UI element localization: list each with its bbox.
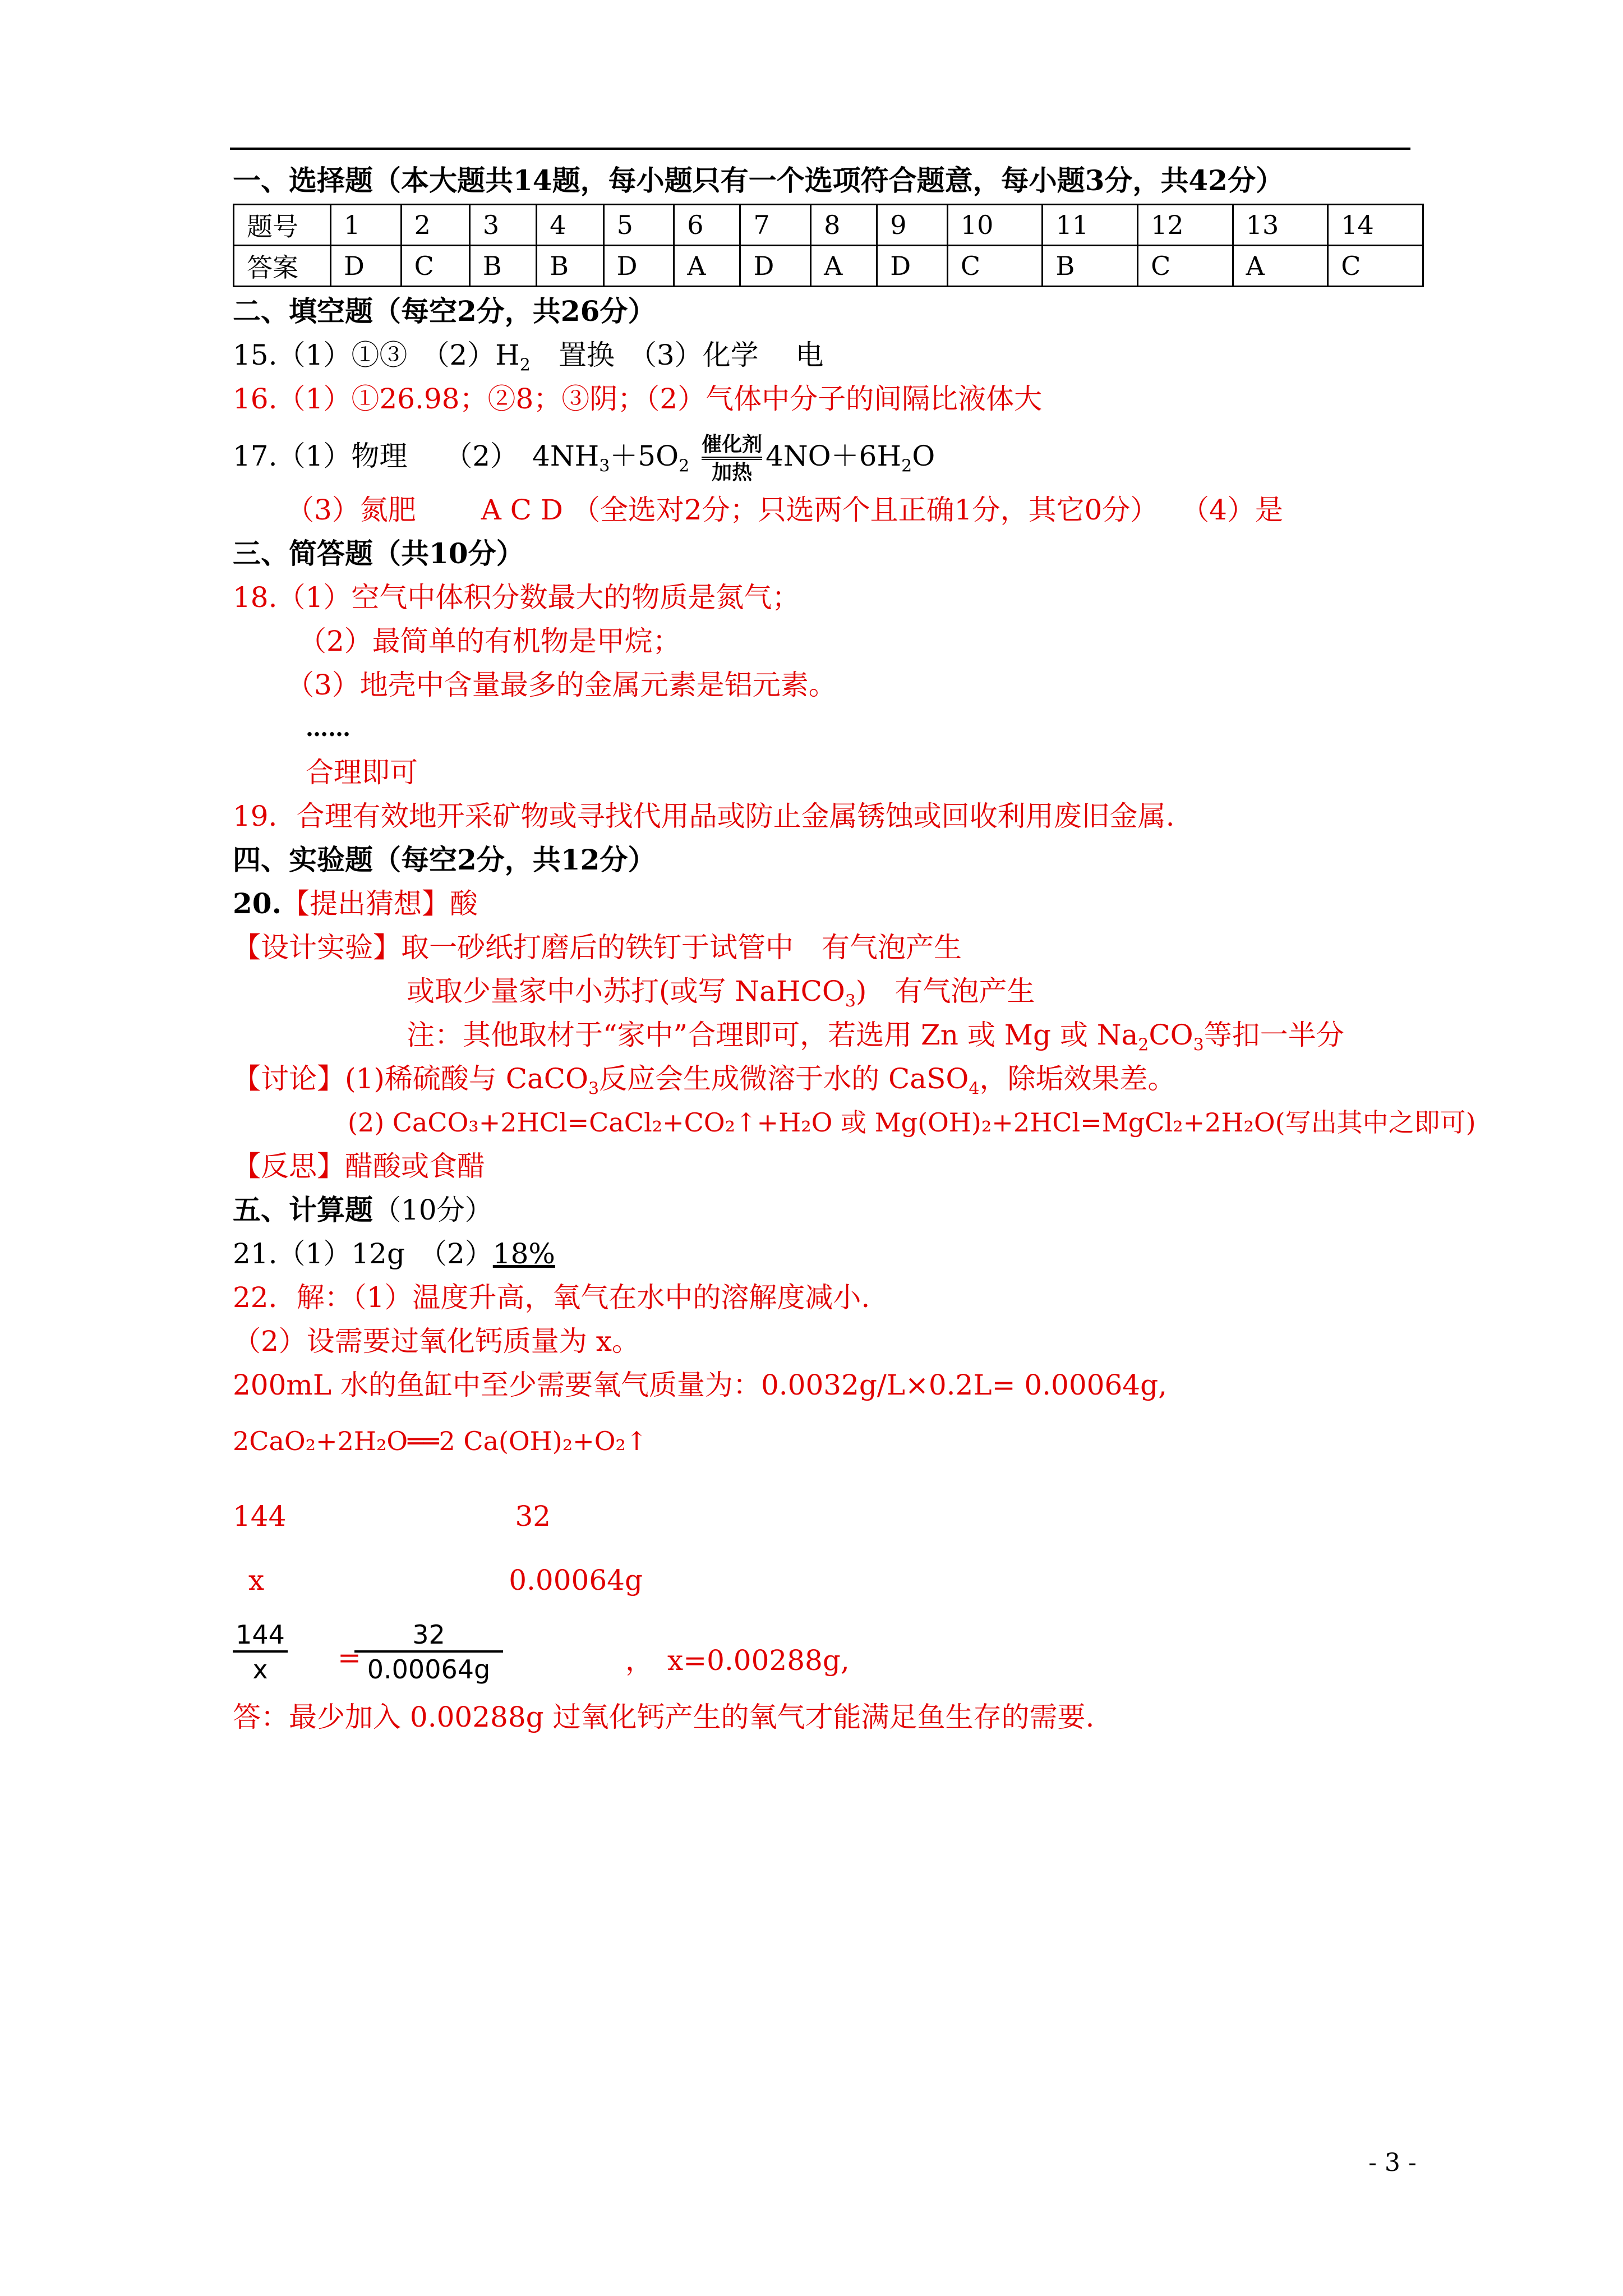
table-cell: A: [1233, 246, 1328, 287]
table-cell: 10: [947, 205, 1043, 246]
table-cell: 1: [331, 205, 402, 246]
q15-sub: 2: [519, 355, 531, 375]
table-cell: B: [469, 246, 536, 287]
discuss-text-b: 反应会生成微溶于水的 CaSO: [599, 1062, 969, 1095]
section1-title: 一、选择题（本大题共14题，每小题只有一个选项符合题意，每小题3分，共42分）: [233, 164, 1284, 197]
table-cell: B: [537, 246, 603, 287]
fraction-right-num: 32: [412, 1619, 445, 1650]
design-tag: 【设计实验】: [233, 931, 401, 964]
q19-answer: [233, 794, 1427, 838]
table-cell: B: [1043, 246, 1138, 287]
fraction-left-num: 144: [236, 1619, 285, 1650]
discuss-line1: [233, 1057, 1427, 1101]
table-cell: 3: [469, 205, 536, 246]
design-text1: 取一砂纸打磨后的铁钉于试管中 有气泡产生: [401, 931, 962, 964]
heating-label: 加热: [712, 461, 753, 484]
guess-tag: 【提出猜想】: [282, 887, 450, 920]
table-cell: C: [401, 246, 469, 287]
q21-text: 21.（1）12g （2）: [233, 1237, 493, 1270]
final-answer: 答：最少加入 0.00288g 过氧化钙产生的氧气才能满足鱼生存的需要.: [233, 1701, 1095, 1733]
fraction-right: [354, 1619, 503, 1686]
row-answer-label: 答案: [234, 246, 331, 287]
proportion-equation: [233, 1613, 1427, 1692]
table-cell: C: [1138, 246, 1233, 287]
q22-masses: [233, 1494, 1427, 1538]
table-cell: 7: [740, 205, 811, 246]
table-row-numbers: [234, 205, 1423, 246]
section2-title: 二、填空题（每空2分，共26分）: [233, 295, 656, 328]
q17-answer: [233, 425, 1427, 487]
q21-underlined: 18%: [492, 1237, 555, 1270]
answer-sheet: [233, 159, 1476, 1739]
q18-line2: （2）最简单的有机物是甲烷；: [298, 625, 681, 657]
reflect-text: 醋酸或食醋: [345, 1150, 485, 1182]
mass-o2: 32: [515, 1500, 551, 1533]
section3-title: 三、简答题（共10分）: [233, 537, 524, 570]
design-line2: [233, 969, 1427, 1013]
q22-equation: 2CaO₂+2H₂O══2 Ca(OH)₂+O₂↑: [233, 1426, 648, 1456]
fraction-left-den: x: [252, 1654, 268, 1685]
design-note-sub2: 3: [1193, 1035, 1204, 1055]
design-line1: [233, 926, 1427, 969]
discuss-text-c: ，除垢效果差。: [979, 1062, 1176, 1095]
value-x: x: [248, 1564, 265, 1596]
design-text2a: 或取少量家中小苏打(或写 NaHCO: [407, 975, 845, 1007]
q22-line1: 22．解：（1）温度升高，氧气在水中的溶解度减小.: [233, 1281, 870, 1314]
design-note-sub1: 2: [1138, 1035, 1149, 1055]
table-row-answers: [234, 246, 1423, 287]
section5-title-points: （10分）: [373, 1194, 493, 1226]
top-rule: [230, 148, 1410, 150]
table-cell: C: [947, 246, 1043, 287]
q18-line5: 合理即可: [306, 756, 418, 789]
q21-answer: [233, 1232, 1427, 1276]
q15-answer: [233, 333, 1427, 377]
fraction-left: [233, 1619, 288, 1686]
table-cell: 5: [603, 205, 674, 246]
page-number: - 3 -: [1368, 2148, 1417, 2177]
q17-sub2: 2: [679, 456, 690, 476]
mass-caO2: 144: [233, 1500, 287, 1533]
q15-text-b: 置换 （3）化学 电: [530, 339, 824, 371]
discuss-line2: (2) CaCO₃+2HCl=CaCl₂+CO₂↑+H₂O 或 Mg(OH)₂+2HCl=MgCl₂+2H₂O(写出其中之即可): [348, 1107, 1476, 1138]
discuss-sub1: 3: [588, 1079, 600, 1099]
table-cell: 4: [537, 205, 603, 246]
table-cell: 8: [811, 205, 877, 246]
reflect-tag: 【反思】: [233, 1150, 345, 1182]
q17-sub3: 2: [901, 456, 912, 476]
q20-number: 20.: [233, 887, 282, 920]
q17-tail-b: O: [912, 440, 935, 472]
reflect-line: [233, 1144, 1427, 1188]
q15-text-a: 15.（1）①③ （2）H: [233, 339, 520, 371]
design-note-b: CO: [1149, 1019, 1193, 1051]
q17-mid: ＋5O: [610, 440, 679, 472]
design-note-a: 注：其他取材于“家中”合理即可，若选用 Zn 或 Mg 或 Na: [407, 1019, 1138, 1051]
q17-tail-a: 4NO＋6H: [766, 440, 902, 472]
q22-line3: 200mL 水的鱼缸中至少需要氧气质量为：0.0032g/L×0.2L= 0.00064g,: [233, 1369, 1168, 1401]
q19-text: 19．合理有效地开采矿物或寻找代用品或防止金属锈蚀或回收利用废旧金属.: [233, 800, 1175, 832]
section4-title: 四、实验题（每空2分，共12分）: [233, 843, 656, 876]
row-header-label: 题号: [234, 205, 331, 246]
design-sub: 3: [845, 991, 856, 1011]
q17-sub1: 3: [599, 456, 610, 476]
table-cell: 11: [1043, 205, 1138, 246]
design-note: [233, 1013, 1427, 1057]
value-o2: 0.00064g: [509, 1564, 643, 1596]
table-cell: D: [740, 246, 811, 287]
table-cell: 6: [674, 205, 740, 246]
q17-line2: （3）氮肥 A C D （全选对2分；只选两个且正确1分，其它0分） （4）是: [286, 494, 1283, 526]
table-cell: A: [674, 246, 740, 287]
q18-line1: 18.（1）空气中体积分数最大的物质是氮气；: [233, 581, 800, 614]
q22-values: [233, 1558, 1427, 1602]
design-note-c: 等扣一半分: [1204, 1019, 1344, 1051]
table-cell: D: [331, 246, 402, 287]
solution-result: ， x=0.00288g,: [625, 1644, 850, 1677]
discuss-tag: 【讨论】: [233, 1062, 345, 1095]
reaction-condition: [702, 432, 762, 485]
q16-answer: 16.（1）①26.98；②8；③阴；（2）气体中分子的间隔比液体大: [233, 383, 1043, 415]
table-cell: 9: [877, 205, 948, 246]
answer-table: [233, 204, 1424, 287]
table-cell: C: [1328, 246, 1423, 287]
q18-line4: ……: [306, 715, 351, 742]
equals-sign: =: [338, 1641, 361, 1674]
q18-line3: （3）地壳中含量最多的金属元素是铝元素。: [286, 669, 837, 701]
q20-guess: [233, 882, 1427, 926]
table-cell: D: [877, 246, 948, 287]
table-cell: 13: [1233, 205, 1328, 246]
discuss-sub2: 4: [969, 1079, 980, 1099]
fraction-right-den: 0.00064g: [367, 1654, 491, 1685]
q17-lead: 17.（1）物理 （2） 4NH: [233, 440, 600, 472]
table-cell: 14: [1328, 205, 1423, 246]
table-cell: 12: [1138, 205, 1233, 246]
design-text2b: ) 有气泡产生: [855, 975, 1035, 1007]
section5-title: [233, 1188, 1427, 1232]
section5-title-bold: 五、计算题: [233, 1193, 373, 1226]
table-cell: D: [603, 246, 674, 287]
q22-line2: （2）设需要过氧化钙质量为 x。: [233, 1325, 640, 1358]
table-cell: A: [811, 246, 877, 287]
guess-text: 酸: [450, 887, 478, 920]
table-cell: 2: [401, 205, 469, 246]
discuss-text-a: (1)稀硫酸与 CaCO: [345, 1062, 589, 1095]
catalyst-label: 催化剂: [702, 432, 763, 456]
